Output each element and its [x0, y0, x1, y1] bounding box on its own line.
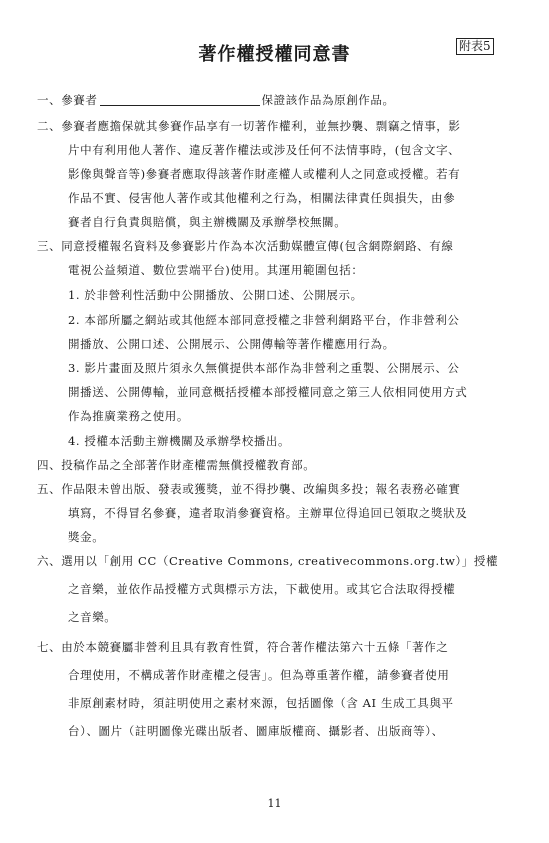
body-line: 六、選用以「創用 CC（Creative Commons, creativecommons.org.tw）」授權: [37, 554, 499, 568]
body-line: 二、參賽者應擔保就其參賽作品享有一切著作權利，並無抄襲、剽竊之情事，影: [37, 119, 461, 133]
contestant-name-blank[interactable]: [100, 93, 260, 106]
body-line: 五、作品限未曾出版、發表或獲獎，並不得抄襲、改編與多投；報名表務必確實: [37, 482, 461, 496]
clause-1-prefix: 一、參賽者: [37, 93, 98, 107]
annex-label: 附表5: [456, 38, 494, 55]
document-title: 著作權授權同意書: [198, 44, 351, 65]
clause-1: [37, 92, 395, 108]
body-line: 三、同意授權報名資料及參賽影片作為本次活動媒體宣傳(包含網際網路、有線: [37, 239, 454, 253]
body-line: 開播放、公開口述、公開展示、公開傳輸等著作權應用行為。: [68, 337, 395, 351]
body-line: 獎金。: [68, 530, 105, 544]
body-line: 非原創素材時，須註明使用之素材來源，包括圖像（含 AI 生成工具與平: [68, 696, 454, 710]
clause-1-suffix: 保證該作品為原創作品。: [261, 93, 395, 107]
body-line: 之音樂。: [68, 610, 117, 624]
page-number: 11: [267, 797, 282, 810]
body-line: 作為推廣業務之使用。: [68, 409, 189, 423]
body-line: 填寫，不得冒名參賽，違者取消參賽資格。主辦單位得追回已領取之獎狀及: [68, 506, 468, 520]
body-line: 開播送、公開傳輸，並同意概括授權本部授權同意之第三人依相同使用方式: [68, 385, 468, 399]
body-line: 影像與聲音等)參賽者應取得該著作財產權人或權利人之同意或授權。若有: [68, 167, 461, 181]
body-line: 片中有利用他人著作、違反著作權法或涉及任何不法情事時，(包含文字、: [68, 143, 461, 157]
body-line: 2. 本部所屬之網站或其他經本部同意授權之非營利網路平台，作非營利公: [68, 313, 460, 327]
body-line: 合理使用，不構成著作財產權之侵害」。但為尊重著作權，請參賽者使用: [68, 668, 450, 682]
body-line: 電視公益頻道、數位雲端平台)使用。其運用範圍包括：: [68, 263, 364, 277]
body-line: 3. 影片畫面及照片須永久無償提供本部作為非營利之重製、公開展示、公: [68, 361, 460, 375]
body-line: 1. 於非營利性活動中公開播放、公開口述、公開展示。: [68, 288, 363, 302]
body-line: 作品不實、侵害他人著作或其他權利之行為，相關法律責任與損失，由參: [68, 191, 456, 205]
body-line: 之音樂，並依作品授權方式與標示方法，下載使用。或其它合法取得授權: [68, 582, 456, 596]
body-line: 賽者自行負責與賠償，與主辦機關及承辦學校無關。: [68, 215, 347, 229]
body-line: 4. 授權本活動主辦機關及承辦學校播出。: [68, 434, 291, 448]
body-line: 台）、圖片（註明圖像光碟出版者、圖庫版權商、攝影者、出版商等）、: [68, 724, 444, 738]
body-line: 七、由於本競賽屬非營利且具有教育性質，符合著作權法第六十五條「著作之: [37, 640, 449, 654]
body-line: 四、投稿作品之全部著作財產權需無償授權教育部。: [37, 458, 316, 472]
